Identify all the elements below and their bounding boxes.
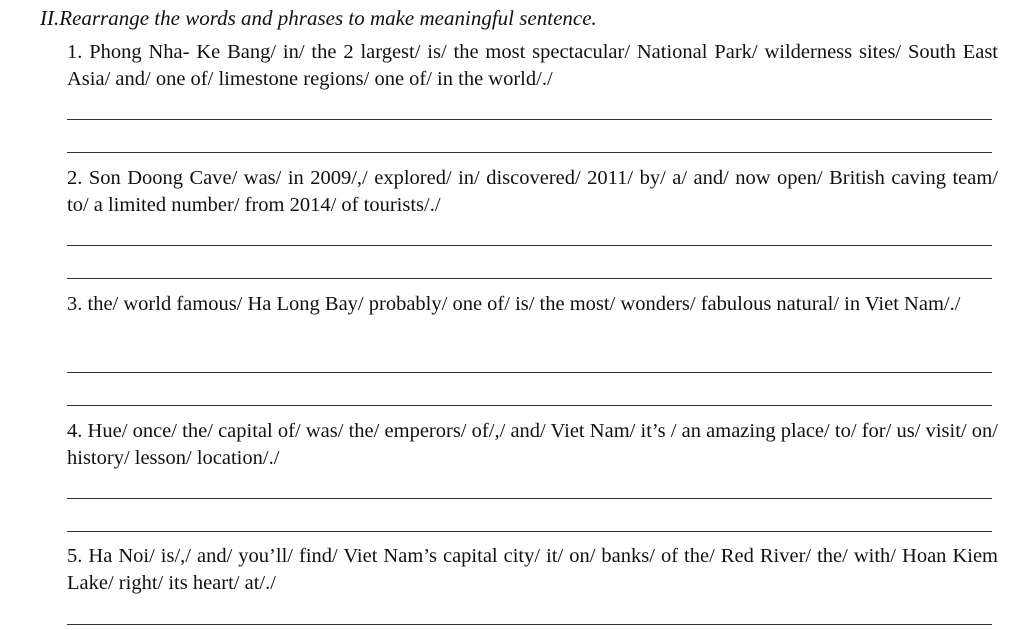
exercise-item-5: 5. Ha Noi/ is/,/ and/ you’ll/ find/ Viet Nam’s capital city/ it/ on/ banks/ of the/ Red River/ the/ with/ Hoan Kiem Lake/ right/ its heart/ at/./: [67, 545, 998, 594]
answer-line-2a: [67, 245, 992, 246]
exercise-heading: II.Rearrange the words and phrases to make meaningful sentence.: [40, 6, 597, 30]
answer-line-1a: [67, 119, 992, 120]
answer-line-1b: [67, 152, 992, 153]
answer-line-3a: [67, 372, 992, 373]
exercise-item-3: 3. the/ world famous/ Ha Long Bay/ probably/ one of/ is/ the most/ wonders/ fabulous natural/ in Viet Nam/./: [67, 293, 961, 315]
answer-line-4b: [67, 531, 992, 532]
exercise-item-2: 2. Son Doong Cave/ was/ in 2009/,/ explored/ in/ discovered/ 2011/ by/ a/ and/ now open/ British caving team/ to/ a limited number/ from 2014/ of tourists/./: [67, 167, 998, 216]
answer-line-2b: [67, 278, 992, 279]
answer-line-3b: [67, 405, 992, 406]
answer-line-5a: [67, 624, 992, 625]
exercise-item-4: 4. Hue/ once/ the/ capital of/ was/ the/ emperors/ of/,/ and/ Viet Nam/ it’s / an amazing place/ to/ for/ us/ visit/ on/ history/ lesson/ location/./: [67, 420, 998, 469]
answer-line-4a: [67, 498, 992, 499]
exercise-item-1: 1. Phong Nha- Ke Bang/ in/ the 2 largest/ is/ the most spectacular/ National Park/ wilderness sites/ South East Asia/ and/ one of/ limestone regions/ one of/ in the world/./: [67, 41, 998, 90]
